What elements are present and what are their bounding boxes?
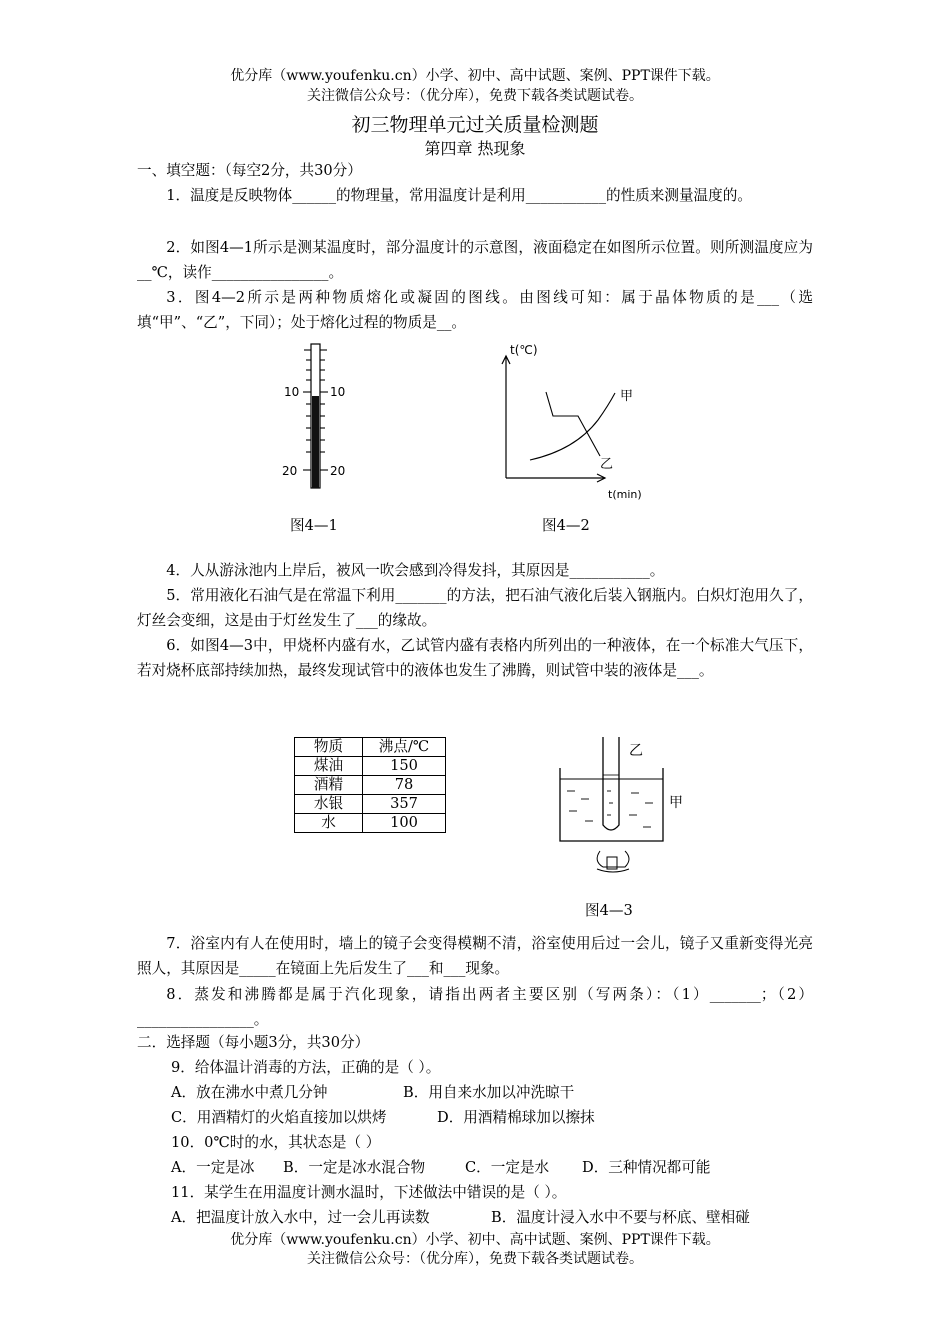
question-9-option-b: B．用自来水加以冲洗晾干 — [403, 1084, 575, 1101]
table-cell: 酒精 — [295, 776, 363, 795]
question-10-option-c: C．一定是水 — [465, 1159, 550, 1176]
thermo-label-10-left: 10 — [284, 385, 300, 399]
y-axis-label: t(℃) — [510, 343, 538, 357]
question-7: 7．浴室内有人在使用时，墙上的镜子会变得模糊不清，浴室使用后过一会儿，镜子又重新变得光亮照人，其原因是_____在镜面上先后发生了___和___现象。 — [137, 935, 813, 977]
question-9-option-d: D．用酒精棉球加以擦抹 — [437, 1109, 595, 1126]
question-6: 6．如图4—3中，甲烧杯内盛有水，乙试管内盛有表格内所列出的一种液体，在一个标准大气压下，若对烧杯底部持续加热，最终发现试管中的液体也发生了沸腾，则试管中装的液体是___。 — [137, 637, 813, 679]
question-1: 1．温度是反映物体______的物理量，常用温度计是利用___________的性质来测量温度的。 — [166, 187, 752, 204]
table-cell: 150 — [363, 757, 446, 776]
table-row — [295, 757, 446, 776]
question-10-option-b: B．一定是冰水混合物 — [283, 1159, 426, 1176]
question-9-stem: 9．给体温计消毒的方法，正确的是（ ）。 — [171, 1059, 441, 1076]
curve-label-jia: 甲 — [620, 389, 634, 404]
table-cell: 78 — [363, 776, 446, 795]
question-2: 2．如图4—1所示是测某温度时，部分温度计的示意图，液面稳定在如图所示位置。则所测温度应为__℃，读作________________。 — [137, 239, 813, 281]
figure-4-1-caption: 图4—1 — [290, 517, 338, 534]
question-11-stem: 11．某学生在用温度计测水温时，下述做法中错误的是（ ）。 — [171, 1184, 567, 1201]
footer-line-1: 优分库（www.youfenku.cn）小学、初中、高中试题、案例、PPT课件下载。 — [230, 1232, 720, 1248]
x-axis-label: t(min) — [608, 488, 642, 501]
question-8: 8．蒸发和沸腾都是属于汽化现象，请指出两者主要区别（写两条）：（1）_______；（2）________________。 — [137, 986, 813, 1028]
table-header-row — [295, 738, 446, 757]
table-cell: 水 — [295, 814, 363, 833]
section-2-heading: 二．选择题（每小题3分，共30分） — [137, 1034, 370, 1051]
beaker-apparatus-figure — [545, 733, 695, 883]
question-11-option-a: A．把温度计放入水中，过一会儿再读数 — [171, 1209, 430, 1226]
boiling-point-table — [294, 737, 446, 833]
section-1-heading: 一、填空题：（每空2分，共30分） — [137, 162, 362, 179]
chapter-title: 第四章 热现象 — [424, 139, 526, 158]
page-title: 初三物理单元过关质量检测题 — [351, 114, 599, 136]
header-line-2: 关注微信公众号：（优分库），免费下载各类试题试卷。 — [307, 88, 643, 104]
question-10-option-d: D．三种情况都可能 — [582, 1159, 711, 1176]
question-9-option-a: A．放在沸水中煮几分钟 — [171, 1084, 328, 1101]
footer-line-2: 关注微信公众号：（优分库），免费下载各类试题试卷。 — [307, 1251, 643, 1267]
thermo-label-20-left: 20 — [282, 464, 298, 478]
table-cell: 100 — [363, 814, 446, 833]
thermo-label-20-right: 20 — [330, 464, 346, 478]
beaker-label-jia: 甲 — [669, 795, 683, 811]
question-11-option-b: B．温度计浸入水中不要与杯底、壁相碰 — [491, 1209, 750, 1226]
melting-curve-figure — [490, 338, 670, 503]
header-line-1: 优分库（www.youfenku.cn）小学、初中、高中试题、案例、PPT课件下载。 — [230, 68, 720, 84]
table-row — [295, 776, 446, 795]
question-3: 3．图4—2所示是两种物质熔化或凝固的图线。由图线可知：属于晶体物质的是___（选填“甲”、“乙”，下同）；处于熔化过程的物质是__。 — [137, 289, 813, 331]
figure-4-2-caption: 图4—2 — [542, 517, 590, 534]
table-header-boiling-point: 沸点/℃ — [363, 738, 446, 757]
thermometer-figure — [270, 338, 370, 490]
figure-4-3-caption: 图4—3 — [585, 902, 633, 919]
table-cell: 357 — [363, 795, 446, 814]
table-header-substance: 物质 — [295, 738, 363, 757]
tube-label-yi: 乙 — [629, 743, 643, 759]
question-5: 5．常用液化石油气是在常温下利用_______的方法，把石油气液化后装入钢瓶内。白炽灯泡用久了，灯丝会变细，这是由于灯丝发生了___的缘故。 — [137, 587, 813, 629]
question-9-option-c: C．用酒精灯的火焰直接加以烘烤 — [171, 1109, 387, 1126]
question-10-stem: 10．0℃时的水，其状态是（ ） — [171, 1134, 381, 1151]
curve-label-yi: 乙 — [600, 457, 614, 472]
table-row — [295, 795, 446, 814]
question-4: 4．人从游泳池内上岸后，被风一吹会感到冷得发抖，其原因是___________。 — [166, 562, 665, 579]
table-cell: 煤油 — [295, 757, 363, 776]
thermo-label-10-right: 10 — [330, 385, 346, 399]
table-row — [295, 814, 446, 833]
table-cell: 水银 — [295, 795, 363, 814]
question-10-option-a: A．一定是冰 — [171, 1159, 255, 1176]
